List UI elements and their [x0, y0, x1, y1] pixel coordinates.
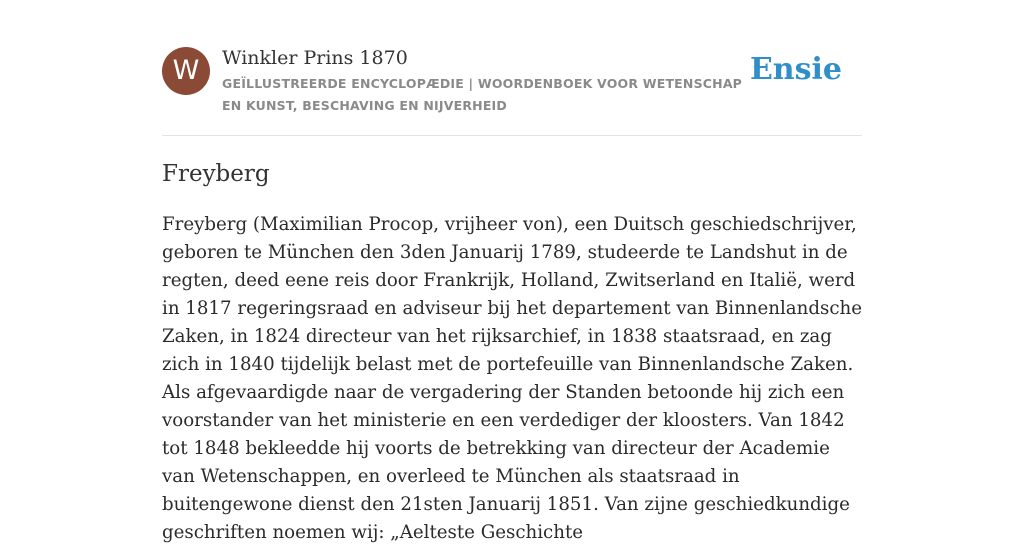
- source-subtitle: GEÏLLUSTREERDE ENCYCLOPÆDIE | WOORDENBOEK VOOR WETENSCHAP EN KUNST, BESCHAVING EN NIJVERHEID: [222, 76, 743, 113]
- ensie-logo[interactable]: Ensie: [749, 52, 842, 87]
- article-body: Freyberg (Maximilian Procop, vrijheer von), een Duitsch geschiedschrijver, geboren te München den 3den Januarij 1789, studeerde te Landshut in de regten, deed eene reis door Frankrijk, Holland, Zwitserland en Italië, werd in 1817 regeringsraad en adviseur bij het departement van Binnenlandsche Zaken, in 1824 directeur van het rijksarchief, in 1838 staatsraad, en zag zich in 1840 tijdelijk belast met de portefeuille van Binnenlandsche Zaken. Als afgevaardigde naar de vergadering der Standen betoonde hij zich een voorstander van het ministerie en een verdediger der kloosters. Van 1842 tot 1848 bekleedde hij voorts de betrekking van directeur der Academie van Wetenschappen, en overleed te München als staatsraad in buitengewone dienst den 21sten Januarij 1851. Van zijne geschiedkundige geschriften noemen wij: „Aelteste Geschichte: [162, 214, 862, 543]
- source-header: [162, 44, 862, 136]
- article-container: [162, 44, 862, 547]
- source-title[interactable]: Winkler Prins 1870: [222, 47, 408, 69]
- source-avatar[interactable]: W: [162, 47, 210, 95]
- article-title: Freyberg: [162, 161, 270, 187]
